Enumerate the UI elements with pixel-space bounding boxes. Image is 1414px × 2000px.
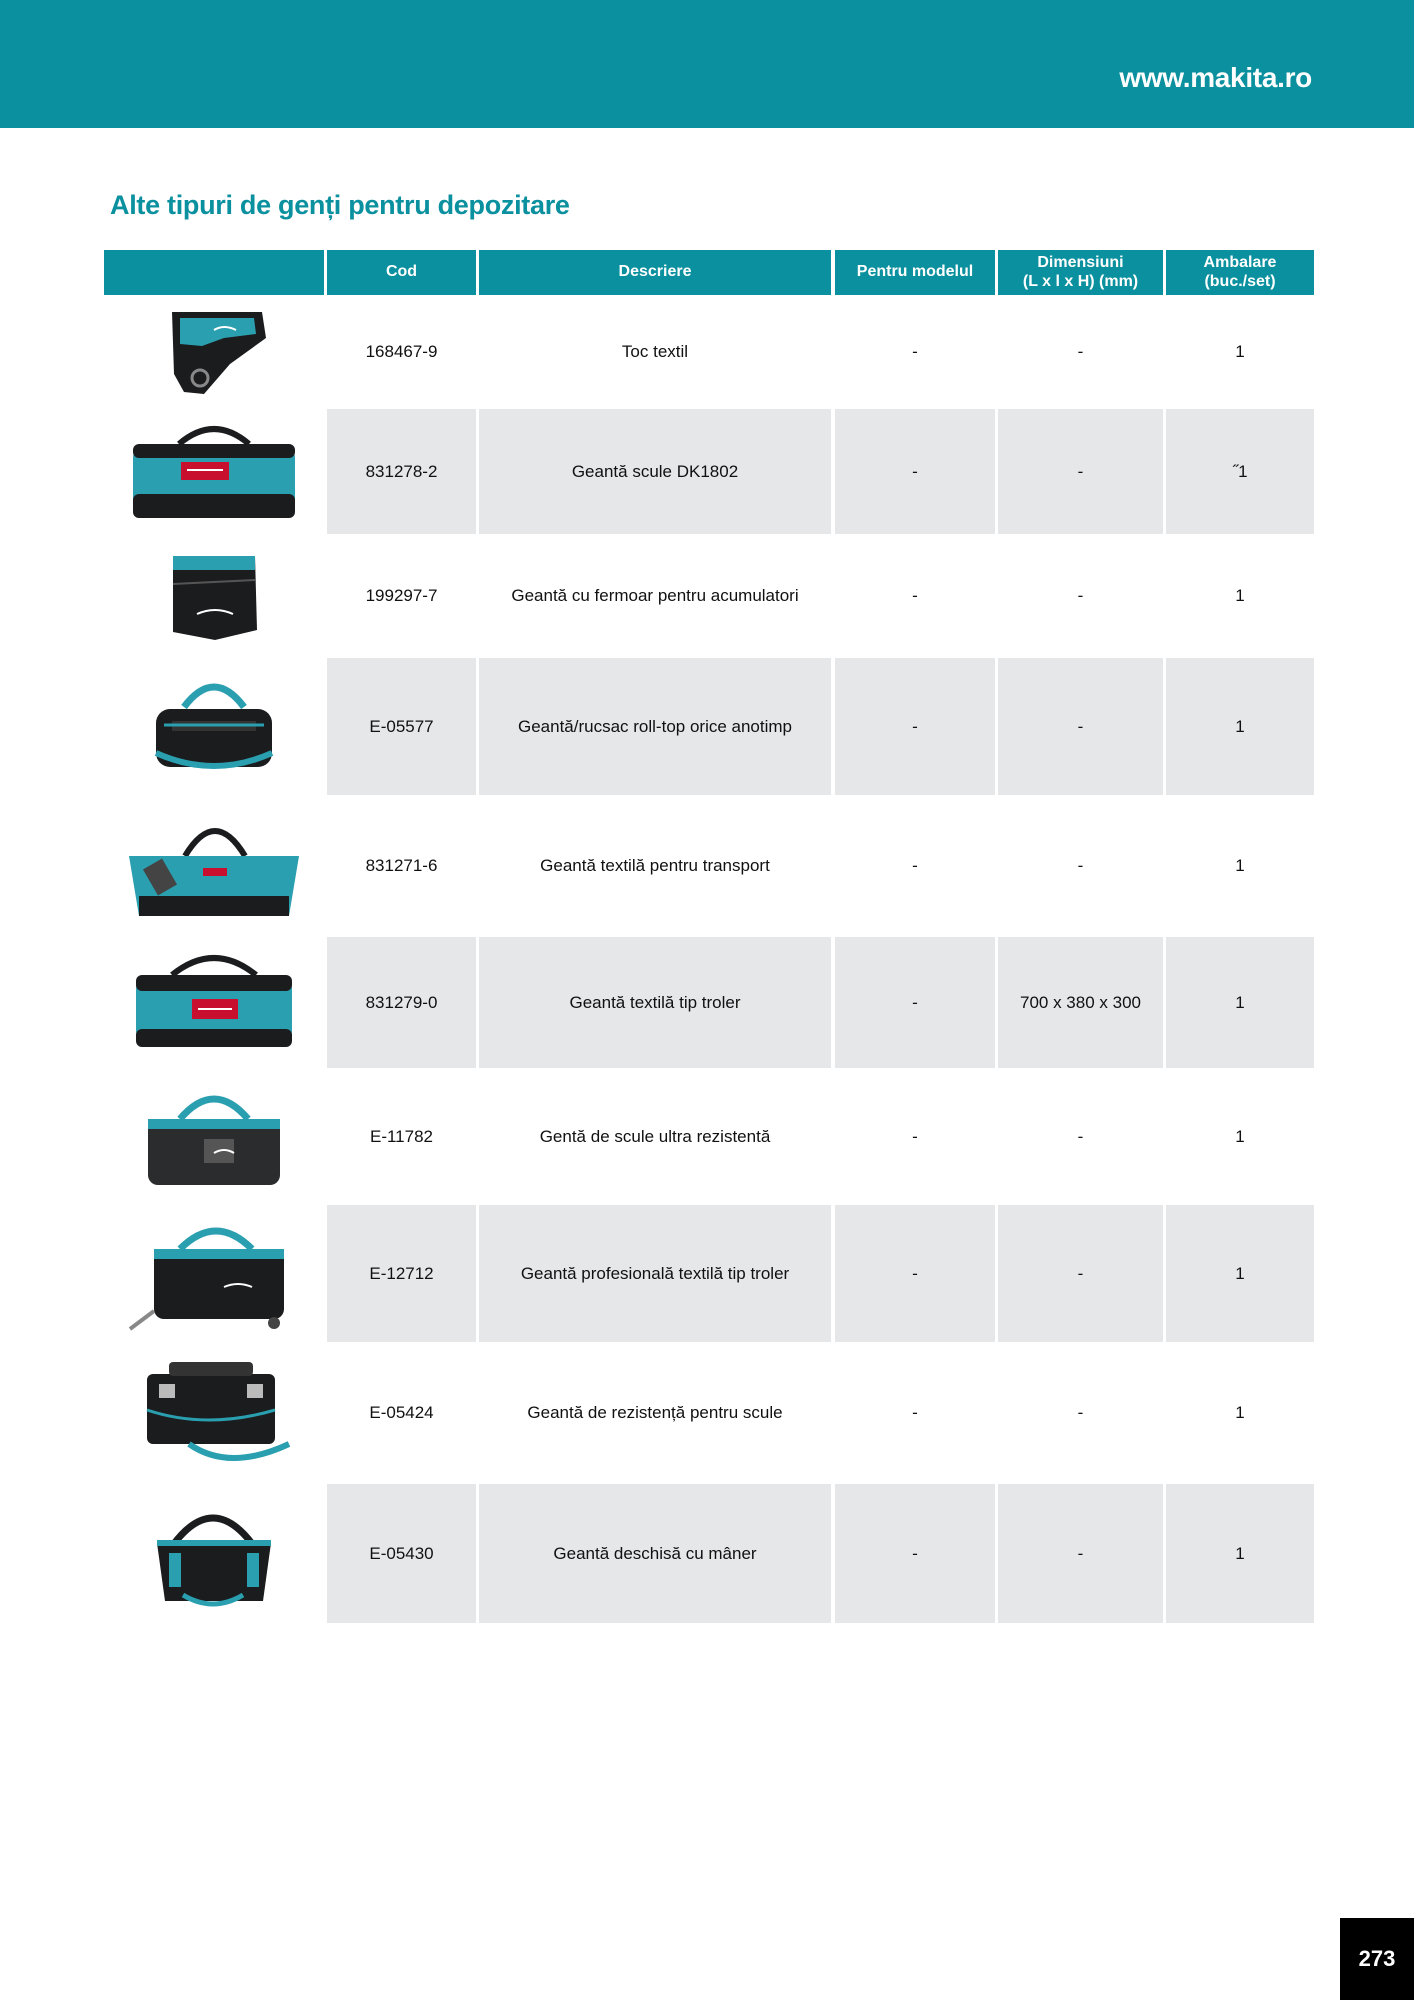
table-row: [104, 1068, 1314, 1205]
cell-dimensions: -: [1077, 1126, 1084, 1146]
cell-code: 199297-7: [365, 586, 438, 605]
cell-dimensions: -: [1077, 342, 1084, 361]
cell-model: -: [835, 658, 995, 795]
tool-case-icon: [104, 1342, 324, 1484]
page-title: Alte tipuri de genți pentru depozitare: [110, 190, 570, 220]
header-packaging-line2: (buc./set): [1204, 272, 1276, 290]
open-tote-icon: [104, 1484, 324, 1623]
cell-dimensions: -: [998, 1205, 1163, 1342]
cell-packaging: 1: [1235, 856, 1245, 875]
cell-model: -: [835, 937, 995, 1068]
table-row: [104, 534, 1314, 658]
header-dimensions-line2: (L x l x H) (mm): [1022, 272, 1139, 290]
tool-duffel-bag-icon: [104, 409, 324, 534]
table-row: [104, 295, 1314, 409]
table-row: [104, 795, 1314, 937]
page-number: 273: [1340, 1918, 1414, 2000]
cell-packaging: 1: [1235, 342, 1245, 361]
cell-packaging: 1: [1166, 1205, 1314, 1342]
cell-dimensions: -: [1077, 586, 1084, 605]
product-table: [104, 250, 1314, 1623]
cell-description: Geantă scule DK1802: [479, 409, 831, 534]
cell-packaging: 1: [1166, 937, 1314, 1068]
roll-top-bag-icon: [104, 658, 324, 795]
cell-description: Geantă cu fermoar pentru acumulatori: [511, 586, 799, 605]
header-dimensions-line1: Dimensiuni: [1037, 254, 1124, 272]
cell-description: Geantă textilă tip troler: [479, 937, 831, 1068]
header-model: Pentru modelul: [835, 250, 995, 295]
cell-description: Geantă profesională textilă tip troler: [479, 1205, 831, 1342]
site-url[interactable]: www.makita.ro: [1119, 62, 1312, 93]
header-code: Cod: [327, 250, 476, 295]
cell-description: Gentă de scule ultra rezistentă: [539, 1126, 771, 1146]
header-dimensions: [998, 250, 1163, 295]
cell-model: -: [912, 1126, 918, 1146]
holster-bag-icon: [104, 295, 324, 409]
cell-dimensions: 700 x 380 x 300: [998, 937, 1163, 1068]
cell-packaging: 1: [1235, 1403, 1245, 1422]
header-packaging-line1: Ambalare: [1203, 254, 1277, 272]
cell-description: Geantă/rucsac roll-top orice anotimp: [479, 658, 831, 795]
cell-model: -: [835, 1205, 995, 1342]
cell-model: -: [912, 1403, 918, 1422]
cell-code: 831278-2: [327, 409, 476, 534]
cell-code: 168467-9: [365, 342, 438, 361]
cell-dimensions: -: [998, 658, 1163, 795]
heavy-duty-bag-icon: [104, 1068, 324, 1205]
table-row: [104, 409, 1314, 534]
cell-description: Geantă deschisă cu mâner: [479, 1484, 831, 1623]
table-header: [104, 250, 1314, 295]
cell-dimensions: -: [998, 409, 1163, 534]
table-row: [104, 658, 1314, 795]
header-image: [104, 250, 324, 295]
battery-pouch-icon: [104, 534, 324, 658]
table-row: [104, 1205, 1314, 1342]
cell-code: E-05430: [327, 1484, 476, 1623]
cell-model: -: [912, 856, 918, 875]
cell-code: 831279-0: [327, 937, 476, 1068]
cell-model: -: [912, 342, 918, 361]
cell-packaging: 1: [1166, 1484, 1314, 1623]
cell-description: Geantă de rezistență pentru scule: [527, 1403, 783, 1422]
table-row: [104, 1484, 1314, 1623]
cell-code: E-11782: [369, 1126, 433, 1146]
wheeled-bag-icon: [104, 1205, 324, 1342]
table-row: [104, 1342, 1314, 1484]
trolley-duffel-icon: [104, 937, 324, 1068]
cell-dimensions: -: [1077, 856, 1084, 875]
open-tool-bag-icon: [104, 795, 324, 937]
header-description: Descriere: [479, 250, 831, 295]
cell-dimensions: -: [998, 1484, 1163, 1623]
cell-packaging: 1: [1235, 586, 1245, 605]
table-row: [104, 937, 1314, 1068]
cell-model: -: [835, 1484, 995, 1623]
cell-description: Geantă textilă pentru transport: [540, 856, 770, 875]
cell-dimensions: -: [1077, 1403, 1084, 1422]
cell-code: E-05424: [369, 1403, 434, 1422]
cell-code: E-05577: [327, 658, 476, 795]
cell-packaging: 1: [1235, 1126, 1245, 1146]
table-body: [104, 295, 1314, 1623]
cell-code: E-12712: [327, 1205, 476, 1342]
cell-packaging: ˝1: [1166, 409, 1314, 534]
cell-packaging: 1: [1166, 658, 1314, 795]
cell-model: -: [835, 409, 995, 534]
header-packaging: [1166, 250, 1314, 295]
cell-description: Toc textil: [621, 342, 689, 361]
cell-code: 831271-6: [365, 856, 438, 875]
cell-model: -: [912, 586, 918, 605]
